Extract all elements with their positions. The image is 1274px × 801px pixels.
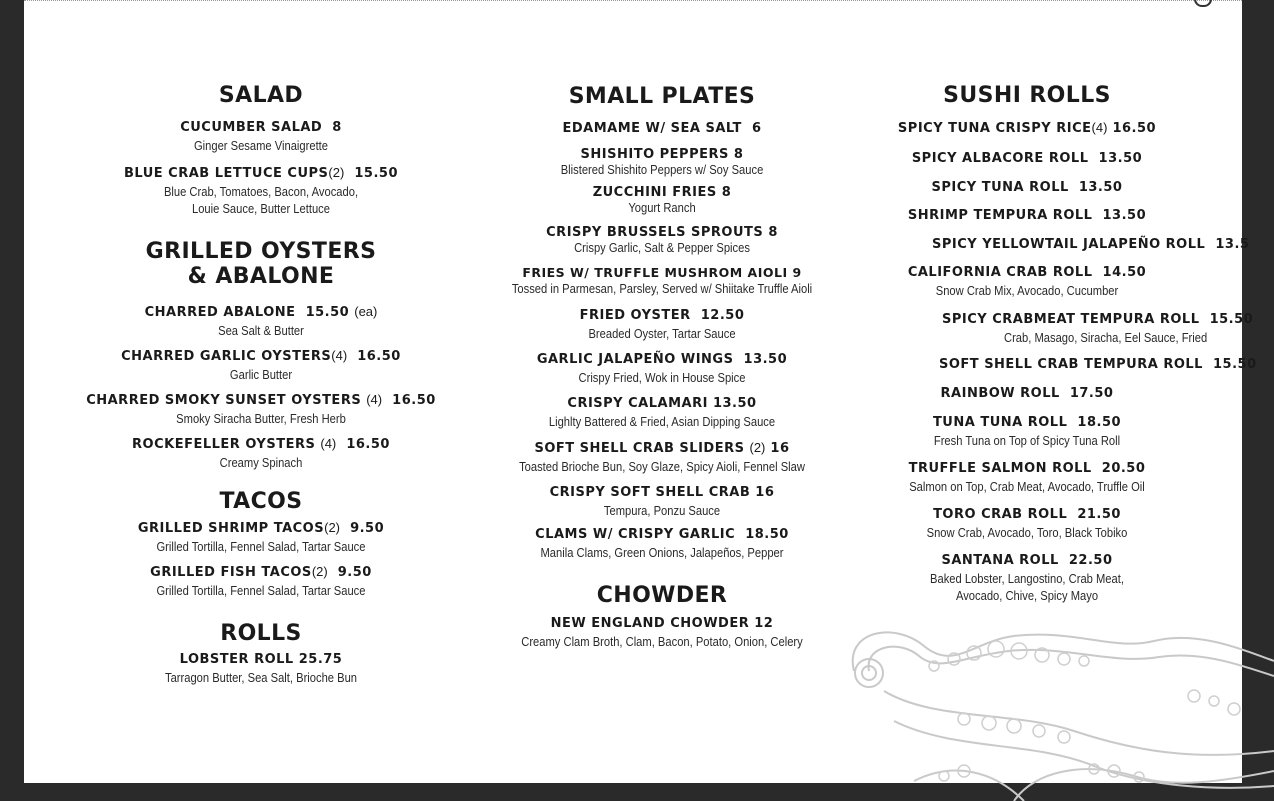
menu-item [782, 207, 1272, 225]
item-description: Ginger Sesame Vinaigrette [193, 138, 329, 153]
menu-item [782, 552, 1272, 604]
menu-column-left [76, 83, 446, 686]
item-name: CRISPY BRUSSELS SPROUTS 8 [546, 225, 778, 240]
item-description: Grilled Tortilla, Fennel Salad, Tartar Sauce [156, 539, 366, 554]
item-description: Fresh Tuna on Top of Spicy Tuna Roll [933, 433, 1121, 448]
menu-item [76, 347, 446, 383]
item-description: Crispy Fried, Wok in House Spice [578, 370, 746, 385]
item-description: Manila Clams, Green Onions, Jalapeños, Pepper [540, 545, 784, 560]
section-title-rolls: ROLLS [220, 621, 302, 646]
section-title-salad: SALAD [218, 83, 304, 108]
menu-item [486, 351, 838, 386]
menu-item [76, 435, 446, 471]
item-description-line2: Avocado, Chive, Spicy Mayo [955, 588, 1099, 603]
menu-item [782, 385, 1272, 403]
item-name: SOFT SHELL CRAB SLIDERS (2) 16 [534, 440, 790, 456]
item-description: Toasted Brioche Bun, Soy Glaze, Spicy Aioli, Fennel Slaw [519, 459, 805, 474]
item-name: CRISPY CALAMARI 13.50 [567, 396, 757, 411]
menu-item [939, 356, 1272, 374]
item-name: LOBSTER ROLL 25.75 [179, 652, 343, 667]
item-description: Tossed in Parmesan, Parsley, Served w/ Shiitake Truffle Aioli [511, 281, 813, 296]
item-name: CUCUMBER SALAD 8 [180, 120, 342, 135]
item-description: Creamy Clam Broth, Clam, Bacon, Potato, Onion, Celery [521, 634, 803, 649]
item-description: Snow Crab, Avocado, Toro, Black Tobiko [926, 525, 1128, 540]
sushi-list [782, 119, 1272, 225]
item-name: GRILLED FISH TACOS(2) 9.50 [150, 564, 372, 580]
item-description: Crab, Masago, Siracha, Eel Sauce, Fried [1004, 330, 1208, 345]
item-name: CRISPY SOFT SHELL CRAB 16 [549, 485, 775, 500]
item-name: ZUCCHINI FRIES 8 [592, 185, 732, 200]
section-title-small-plates: SMALL PLATES [568, 84, 756, 109]
sushi-list-end [782, 385, 1272, 604]
item-name: SHRIMP TEMPURA ROLL 13.50 [907, 208, 1147, 223]
item-name: SOFT SHELL CRAB TEMPURA ROLL 15.50 [939, 357, 1257, 372]
menu-item [486, 615, 838, 650]
item-name: SPICY ALBACORE ROLL 13.50 [911, 151, 1143, 166]
section-title-oysters: GRILLED OYSTERS & ABALONE [145, 239, 377, 289]
menu-item [782, 264, 1272, 299]
item-description: Smoky Siracha Butter, Fresh Herb [176, 411, 346, 426]
item-description: Creamy Spinach [219, 455, 303, 470]
item-description-line2: Louie Sauce, Butter Lettuce [191, 201, 330, 216]
menu-item [782, 119, 1272, 138]
menu-item [76, 164, 446, 217]
menu-item [782, 414, 1272, 449]
item-name: SPICY TUNA ROLL 13.50 [931, 180, 1123, 195]
menu-item [932, 236, 1272, 254]
section-title-chowder: CHOWDER [596, 583, 728, 608]
item-description: Tempura, Ponzu Sauce [603, 503, 721, 518]
item-name: SHISHITO PEPPERS 8 [580, 147, 744, 162]
item-name: TORO CRAB ROLL 21.50 [933, 507, 1121, 522]
menu-item [782, 506, 1272, 541]
item-name: SPICY YELLOWTAIL JALAPEÑO ROLL 13.5 [932, 237, 1250, 252]
item-description: Snow Crab Mix, Avocado, Cucumber [935, 283, 1119, 298]
item-name: SANTANA ROLL 22.50 [941, 553, 1113, 568]
item-name: BLUE CRAB LETTUCE CUPS(2) 15.50 [123, 165, 398, 181]
item-name: FRIED OYSTER 12.50 [579, 308, 745, 323]
menu-item [76, 303, 446, 339]
item-description: Salmon on Top, Crab Meat, Avocado, Truffle Oil [909, 479, 1145, 494]
item-name: TUNA TUNA ROLL 18.50 [932, 415, 1122, 430]
item-name: CLAMS W/ CRISPY GARLIC 18.50 [535, 527, 789, 542]
item-name: GARLIC JALAPEÑO WINGS 13.50 [536, 352, 788, 367]
sushi-list-overflow-2 [939, 311, 1272, 374]
menu-column-right [897, 83, 1272, 604]
item-description: Baked Lobster, Langostino, Crab Meat, [930, 571, 1124, 586]
menu-item [486, 307, 838, 342]
page-edge-mark [1194, 0, 1212, 7]
menu-page [24, 0, 1257, 783]
item-name: SPICY TUNA CRISPY RICE(4) 16.50 [897, 120, 1157, 136]
sushi-list-continued [782, 264, 1272, 299]
item-name: RAINBOW ROLL 17.50 [940, 386, 1114, 401]
item-description: Garlic Butter [229, 367, 293, 382]
item-name: SPICY CRABMEAT TEMPURA ROLL 15.50 [942, 312, 1254, 327]
menu-item [76, 519, 446, 555]
item-description: Blue Crab, Tomatoes, Bacon, Avocado, [163, 184, 359, 199]
item-description: Sea Salt & Butter [218, 323, 304, 338]
item-description: Breaded Oyster, Tartar Sauce [588, 326, 736, 341]
item-description: Grilled Tortilla, Fennel Salad, Tartar Sauce [156, 583, 366, 598]
menu-item [782, 179, 1272, 197]
item-name: FRIES W/ TRUFFLE MUSHROM AIOLI 9 [522, 265, 802, 280]
octopus-illustration-icon [814, 601, 1274, 801]
item-name: EDAMAME W/ SEA SALT 6 [562, 121, 762, 136]
item-description: Lighlty Battered & Fried, Asian Dipping Sauce [548, 414, 776, 429]
menu-item [76, 119, 446, 154]
item-name: ROCKEFELLER OYSTERS (4) 16.50 [132, 436, 390, 452]
item-name: CALIFORNIA CRAB ROLL 14.50 [907, 265, 1147, 280]
menu-item [782, 150, 1272, 168]
menu-item [486, 226, 838, 256]
menu-item [76, 563, 446, 599]
item-name: TRUFFLE SALMON ROLL 20.50 [908, 461, 1146, 476]
section-title-tacos: TACOS [219, 489, 303, 514]
item-description: Tarragon Butter, Sea Salt, Brioche Bun [164, 670, 358, 685]
menu-item [76, 651, 446, 686]
item-description: Crispy Garlic, Salt & Pepper Spices [574, 240, 750, 255]
item-name: GRILLED SHRIMP TACOS(2) 9.50 [137, 520, 385, 536]
item-name: CHARRED ABALONE 15.50 (ea) [144, 304, 378, 320]
item-description: Yogurt Ranch [628, 200, 696, 215]
menu-item [942, 311, 1272, 346]
item-description: Blistered Shishito Peppers w/ Soy Sauce [560, 162, 764, 177]
sushi-list-overflow [932, 236, 1272, 254]
menu-item [76, 391, 446, 427]
item-name: CHARRED SMOKY SUNSET OYSTERS (4) 16.50 [86, 392, 436, 408]
section-title-sushi-rolls: SUSHI ROLLS [943, 83, 1111, 108]
item-name: NEW ENGLAND CHOWDER 12 [550, 616, 774, 631]
menu-item [782, 460, 1272, 495]
item-name: CHARRED GARLIC OYSTERS(4) 16.50 [121, 348, 401, 364]
